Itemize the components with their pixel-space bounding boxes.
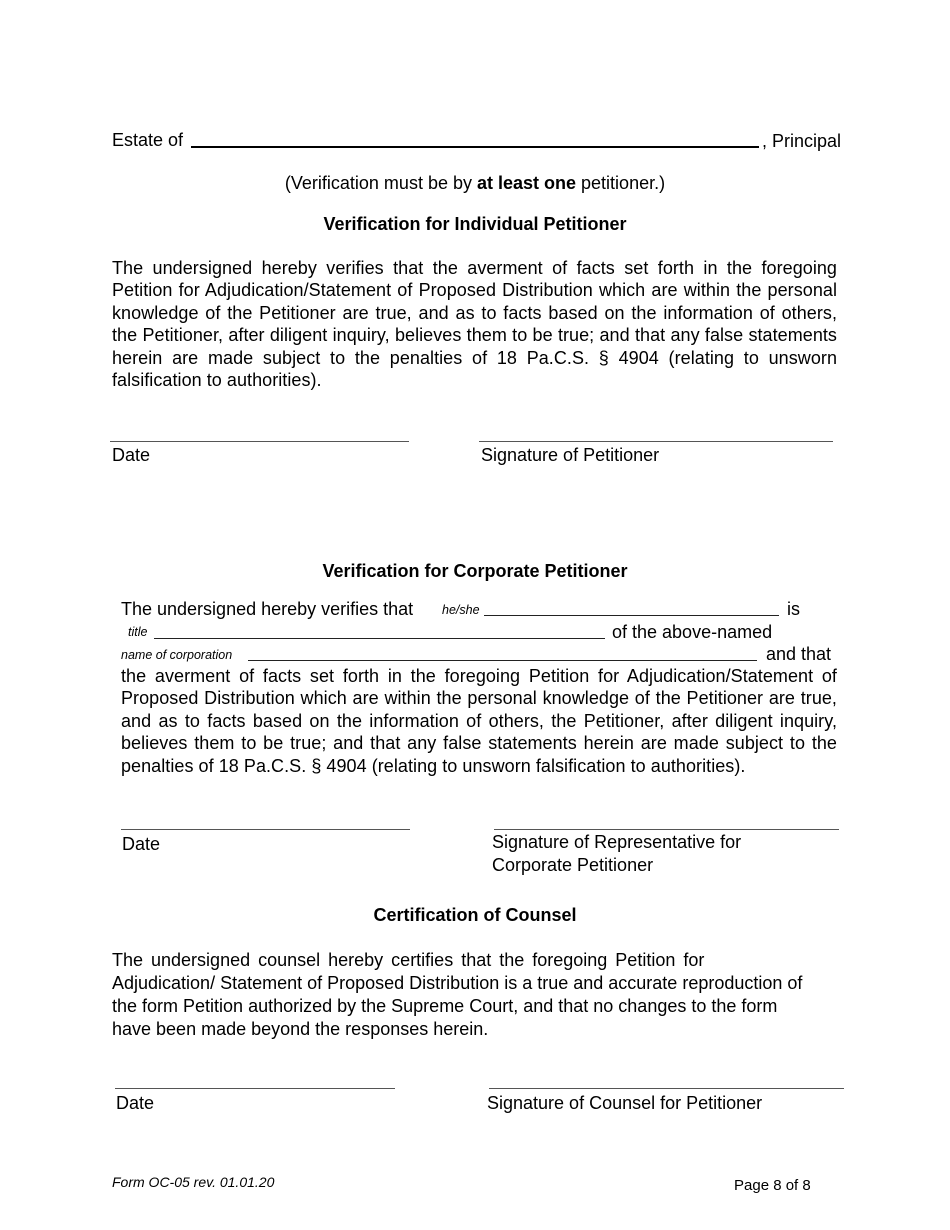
corporation-name-field[interactable] [248, 660, 757, 661]
notice-emphasis: at least one [476, 173, 577, 193]
page-number: Page 8 of 8 [734, 1177, 811, 1194]
corporate-line2-text: of the above-named [612, 622, 773, 642]
notice-post: petitioner.) [576, 173, 666, 193]
individual-body: The undersigned hereby verifies that the averment of facts set forth in the foregoing Petition for Adjudication/Statement of Proposed Distribution which are within the personal knowledge of the Petitioner are true, and as to facts based on the information of others, the Petitioner, after diligent inquiry, believes them to be true; and that any false statements herein are made subject to the penalties of 18 Pa.C.S. § 4904 (relating to unsworn falsification to authorities). [112, 258, 837, 391]
individual-date-line[interactable] [110, 441, 409, 442]
form-id: Form OC-05 rev. 01.01.20 [112, 1174, 275, 1190]
counsel-line-3: the form Petition authorized by the Supreme Court, and that no changes to the form [112, 996, 778, 1016]
corporate-signature-line[interactable] [494, 829, 839, 830]
corporate-body: the averment of facts set forth in the foregoing Petition for Adjudication/Statement of Proposed Distribution which are within the personal knowledge of the Petitioner are true, and as to facts based on the information of others, the Petitioner, after diligent inquiry, believes them to be true; and that any false statements herein are made subject to the penalties of 18 Pa.C.S. § 4904 (relating to unsworn falsification to authorities). [121, 666, 837, 776]
individual-signature-line[interactable] [479, 441, 833, 442]
estate-name-field[interactable] [191, 146, 759, 148]
counsel-signature-label: Signature of Counsel for Petitioner [487, 1093, 763, 1113]
individual-heading: Verification for Individual Petitioner [323, 214, 627, 234]
corporate-date-label: Date [122, 834, 161, 854]
verification-notice [0, 172, 950, 194]
hint-corporation-name: name of corporation [121, 648, 233, 662]
corporate-heading: Verification for Corporate Petitioner [322, 561, 628, 581]
principal-label: , Principal [762, 131, 842, 151]
corporate-line1-text: The undersigned hereby verifies that [121, 599, 414, 619]
counsel-date-label: Date [116, 1093, 155, 1113]
counsel-line-2: Adjudication/ Statement of Proposed Distribution is a true and accurate reproduction of [112, 973, 803, 993]
corporate-date-line[interactable] [121, 829, 410, 830]
corporate-signature-label-2: Corporate Petitioner [492, 855, 654, 875]
he-she-field[interactable] [484, 615, 779, 616]
counsel-line-1: The undersigned counsel hereby certifies that the foregoing Petition for [112, 950, 705, 970]
hint-title: title [128, 625, 148, 639]
counsel-signature-line[interactable] [489, 1088, 844, 1089]
counsel-line-4: have been made beyond the responses herein. [112, 1019, 489, 1039]
counsel-date-line[interactable] [115, 1088, 395, 1089]
title-field[interactable] [154, 638, 605, 639]
counsel-heading: Certification of Counsel [373, 905, 577, 925]
corporate-line3-text: and that [766, 644, 832, 664]
corporate-signature-label-1: Signature of Representative for [492, 832, 742, 852]
individual-date-label: Date [112, 445, 151, 465]
estate-label: Estate of [112, 130, 184, 150]
hint-he-she: he/she [442, 603, 480, 617]
notice-pre: (Verification must be by [284, 173, 477, 193]
individual-signature-label: Signature of Petitioner [481, 445, 660, 465]
corporate-line1-is: is [787, 599, 800, 619]
